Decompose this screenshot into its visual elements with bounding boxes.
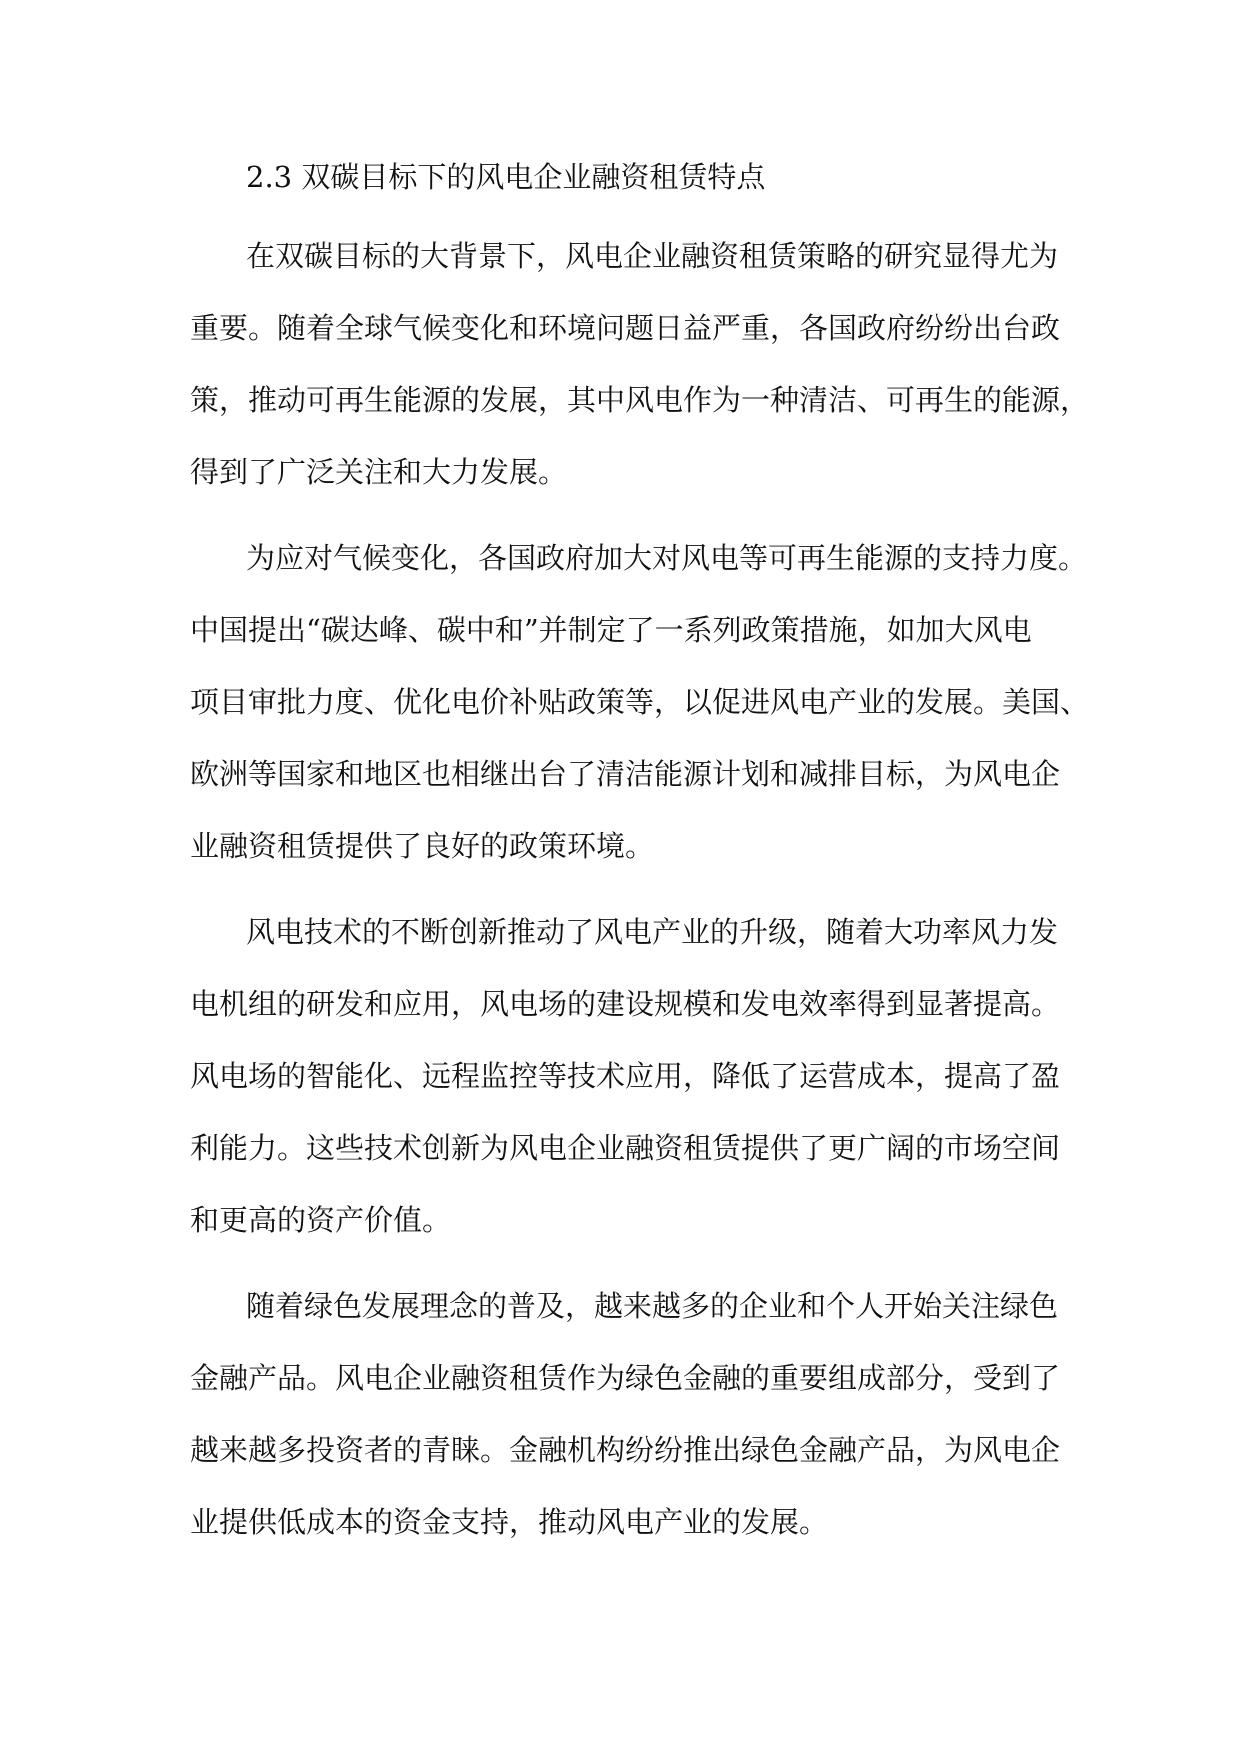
paragraph-line: 重要。随着全球气候变化和环境问题日益严重，各国政府纷纷出台政 [190,311,1061,345]
paragraph-line: 得到了广泛关注和大力发展。 [190,455,568,489]
paragraph-line: 金融产品。风电企业融资租赁作为绿色金融的重要组成部分，受到了 [190,1361,1061,1395]
paragraph-line: 越来越多投资者的青睐。金融机构纷纷推出绿色金融产品，为风电企 [190,1433,1061,1467]
section-heading: 2.3 双碳目标下的风电企业融资租赁特点 [246,160,766,194]
paragraph-line: 为应对气候变化，各国政府加大对风电等可再生能源的支持力度。 [246,541,1088,575]
paragraph-3 [190,896,1060,1256]
paragraph-line: 风电技术的不断创新推动了风电产业的升级，随着大功率风力发 [246,915,1059,949]
paragraph-1 [190,220,1090,508]
paragraph-line: 业融资租赁提供了良好的政策环境。 [190,829,655,863]
paragraph-line: 电机组的研发和应用，风电场的建设规模和发电效率得到显著提高。 [190,987,1061,1021]
paragraph-line: 业提供低成本的资金支持，推动风电产业的发展。 [190,1505,829,1539]
paragraph-line: 风电场的智能化、远程监控等技术应用，降低了运营成本，提高了盈 [190,1059,1061,1093]
paragraph-line: 策，推动可再生能源的发展，其中风电作为一种清洁、可再生的能源， [190,383,1090,417]
paragraph-line: 在双碳目标的大背景下，风电企业融资租赁策略的研究显得尤为 [246,239,1059,273]
paragraph-2 [190,522,1090,882]
paragraph-4 [190,1270,1060,1558]
paragraph-line: 欧洲等国家和地区也相继出台了清洁能源计划和减排目标，为风电企 [190,757,1061,791]
paragraph-line: 利能力。这些技术创新为风电企业融资租赁提供了更广阔的市场空间 [190,1131,1061,1165]
document-body [190,148,1090,1558]
paragraph-line: 和更高的资产价值。 [190,1203,452,1237]
paragraph-line: 项目审批力度、优化电价补贴政策等，以促进风电产业的发展。美国、 [190,685,1090,719]
paragraph-line: 随着绿色发展理念的普及，越来越多的企业和个人开始关注绿色 [246,1289,1059,1323]
paragraph-line: 中国提出“碳达峰、碳中和”并制定了一系列政策措施，如加大风电 [190,613,1032,647]
